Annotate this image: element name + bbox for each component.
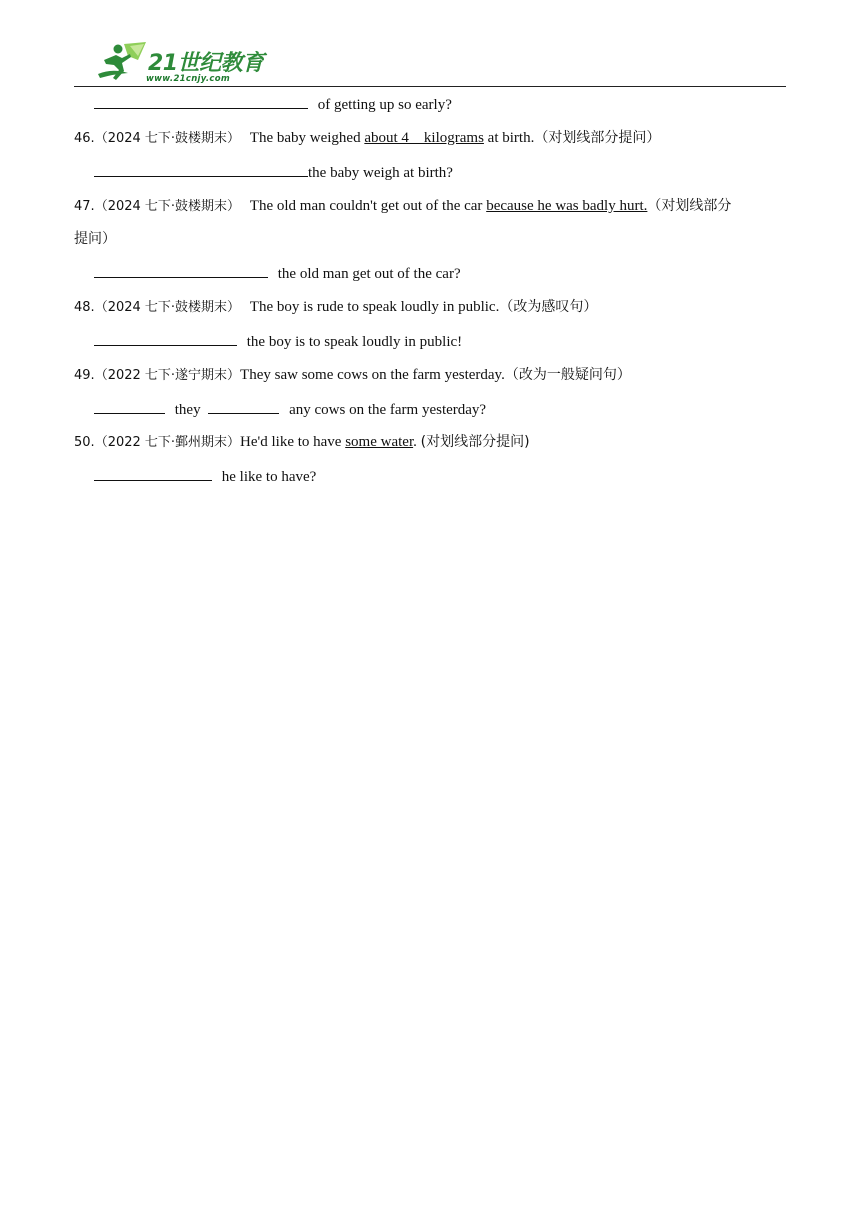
question-number: 47. (74, 199, 95, 214)
instruction-continued: 提问） (74, 231, 116, 247)
question-number: 49. (74, 368, 95, 383)
answer-line-46 (94, 162, 806, 183)
question-text: They saw some cows on the farm yesterday. (240, 367, 505, 383)
instruction: (对划线部分提问) (420, 434, 530, 450)
question-source: （2022 七下·遂宁期末） (94, 368, 241, 383)
question-source: （2024 七下·鼓楼期末） (94, 300, 241, 315)
underlined-text: about 4 kilograms (364, 130, 484, 146)
answer-tail: the old man get out of the car? (277, 266, 461, 282)
answer-line-prev (94, 94, 806, 115)
instruction: （改为一般疑问句） (504, 367, 631, 383)
answer-line-48 (94, 331, 806, 352)
answer-blank-1[interactable] (94, 399, 165, 414)
page-header (74, 36, 786, 87)
question-text: The old man couldn't get out of the car (249, 198, 487, 214)
answer-blank[interactable] (94, 94, 308, 109)
instruction: （对划线部分 (647, 198, 732, 214)
answer-blank-2[interactable] (208, 399, 279, 414)
underlined-text: some water (345, 434, 414, 450)
question-text: The boy is rude to speak loudly in public. (249, 299, 500, 315)
logo-text: 21世纪教育 (148, 51, 264, 76)
answer-line-50 (94, 466, 806, 487)
question-48 (74, 297, 786, 318)
question-47 (74, 196, 786, 217)
answer-tail: the baby weigh at birth? (308, 165, 453, 181)
answer-tail: of getting up so early? (317, 97, 452, 113)
runner-logo-icon (94, 40, 150, 84)
question-text-end: . (413, 434, 421, 450)
answer-tail: the boy is to speak loudly in public! (246, 334, 463, 350)
question-source: （2022 七下·鄞州期末） (94, 435, 241, 450)
question-source: （2024 七下·鼓楼期末） (94, 131, 241, 146)
answer-mid: they (174, 402, 201, 418)
question-50 (74, 432, 786, 453)
logo (94, 40, 264, 84)
question-number: 48. (74, 300, 95, 315)
answer-blank[interactable] (94, 331, 237, 346)
question-text: The baby weighed (249, 130, 365, 146)
answer-line-49 (94, 399, 806, 420)
question-49 (74, 365, 786, 386)
question-text-end: at birth. (483, 130, 535, 146)
question-number: 46. (74, 131, 95, 146)
answer-blank[interactable] (94, 263, 268, 278)
question-46 (74, 128, 786, 149)
answer-blank[interactable] (94, 162, 308, 177)
answer-blank[interactable] (94, 466, 212, 481)
question-number: 50. (74, 435, 95, 450)
question-text: He'd like to have (240, 434, 346, 450)
underlined-text: because he was badly hurt. (486, 198, 648, 214)
logo-url: www.21cnjy.com (146, 74, 230, 84)
answer-tail: any cows on the farm yesterday? (289, 402, 487, 418)
instruction: （改为感叹句） (499, 299, 598, 315)
answer-line-47 (94, 263, 806, 284)
question-47-cont (74, 229, 786, 249)
answer-tail: he like to have? (221, 469, 317, 485)
instruction: （对划线部分提问） (534, 130, 661, 146)
question-source: （2024 七下·鼓楼期末） (94, 199, 241, 214)
